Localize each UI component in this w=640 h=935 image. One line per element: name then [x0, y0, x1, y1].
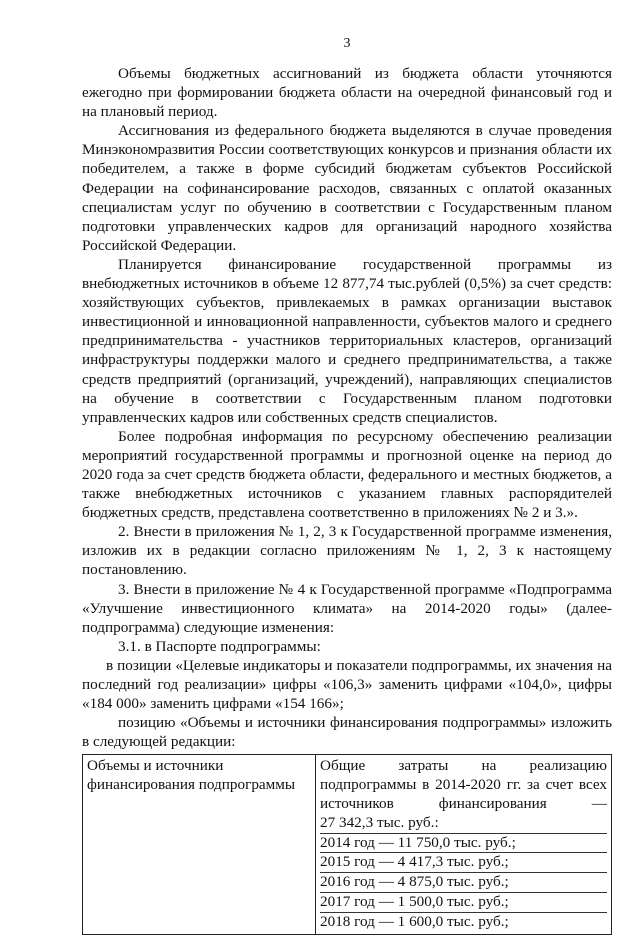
paragraph-financing-position: позицию «Объемы и источники финансирования подпрограммы» изложить в следующей редакции:	[82, 714, 612, 751]
paragraph-item-3: 3. Внести в приложение № 4 к Государственной программе «Подпрограмма «Улучшение инвестиционного климата» на 2014-2020 годы» (далее-подпрограмма) следующие изменения:	[82, 580, 612, 636]
financing-year-2018: 2018 год — 1 600,0 тыс. руб.;	[320, 912, 509, 930]
financing-total: 27 342,3 тыс. руб.:	[320, 814, 607, 834]
financing-year-2015: 2015 год — 4 417,3 тыс. руб.;	[320, 853, 607, 873]
financing-year-2016: 2016 год — 4 875,0 тыс. руб.;	[320, 873, 607, 893]
paragraph-item-3-1: 3.1. в Паспорте подпрограммы:	[118, 637, 321, 655]
table-row	[83, 755, 612, 934]
paragraph-resource-info: Более подробная информация по ресурсному обеспечению реализации мероприятий государственной программы и прогнозной оценке на период до 2020 года за счет средств бюджета области, федерального и местных бюджетов, а также внебюджетных источников с указанием главных распорядителей бюджетных средств, представлена соответственно в приложениях № 2 и 3.».	[82, 427, 612, 522]
financing-intro: Общие затраты на реализацию подпрограммы в 2014-2020 гг. за счет всех источников финансирования —	[320, 757, 607, 812]
paragraph-item-2: 2. Внести в приложения № 1, 2, 3 к Государственной программе изменения, изложив их в редакции согласно приложениям № 1, 2, 3 к настоящему постановлению.	[82, 523, 612, 579]
page-number: 3	[343, 36, 351, 51]
table-cell-label: Объемы и источники финансирования подпрограммы	[83, 755, 316, 934]
financing-year-2014: 2014 год — 11 750,0 тыс. руб.;	[320, 834, 607, 854]
paragraph-indicators: в позиции «Целевые индикаторы и показатели подпрограммы, их значения на последний год реализации» цифры «106,3» заменить цифрами «104,0», цифры «184 000» заменить цифрами «154 166»;	[82, 656, 612, 713]
table-cell-values	[316, 755, 612, 934]
document-body	[82, 64, 612, 935]
financing-table	[82, 754, 612, 934]
paragraph-federal-budget: Ассигнования из федерального бюджета выделяются в случае проведения Минэкономразвития России соответствующих конкурсов и признания области их победителем, а также в форме субсидий бюджетам субъектов Российской Федерации на софинансирование расходов, связанных с оплатой оказанных специалистам услуг по обучению в соответствии с Государственным планом подготовки управленческих кадров для организаций народного хозяйства Российской Федерации.	[82, 122, 612, 254]
paragraph-extrabudgetary-funding: Планируется финансирование государственной программы из внебюджетных источников в объеме 12 877,74 тыс.рублей (0,5%) за счет средств: хозяйствующих субъектов, привлекаемых в рамках организации выставок инвестиционной и инновационной направленности, субъектов малого и среднего предпринимательства - участников территориальных кластеров, организаций инфраструктуры поддержки малого и среднего предпринимательства, а также средств предприятий (организаций, учреждений), направляющих специалистов на обучение в соответствии с Государственным планом подготовки управленческих кадров или собственных средств специалистов.	[82, 255, 612, 426]
paragraph-budget-allocations: Объемы бюджетных ассигнований из бюджета области уточняются ежегодно при формировании бюджета области на очередной финансовый год и на плановый период.	[82, 65, 612, 121]
financing-year-2017: 2017 год — 1 500,0 тыс. руб.;	[320, 893, 607, 913]
